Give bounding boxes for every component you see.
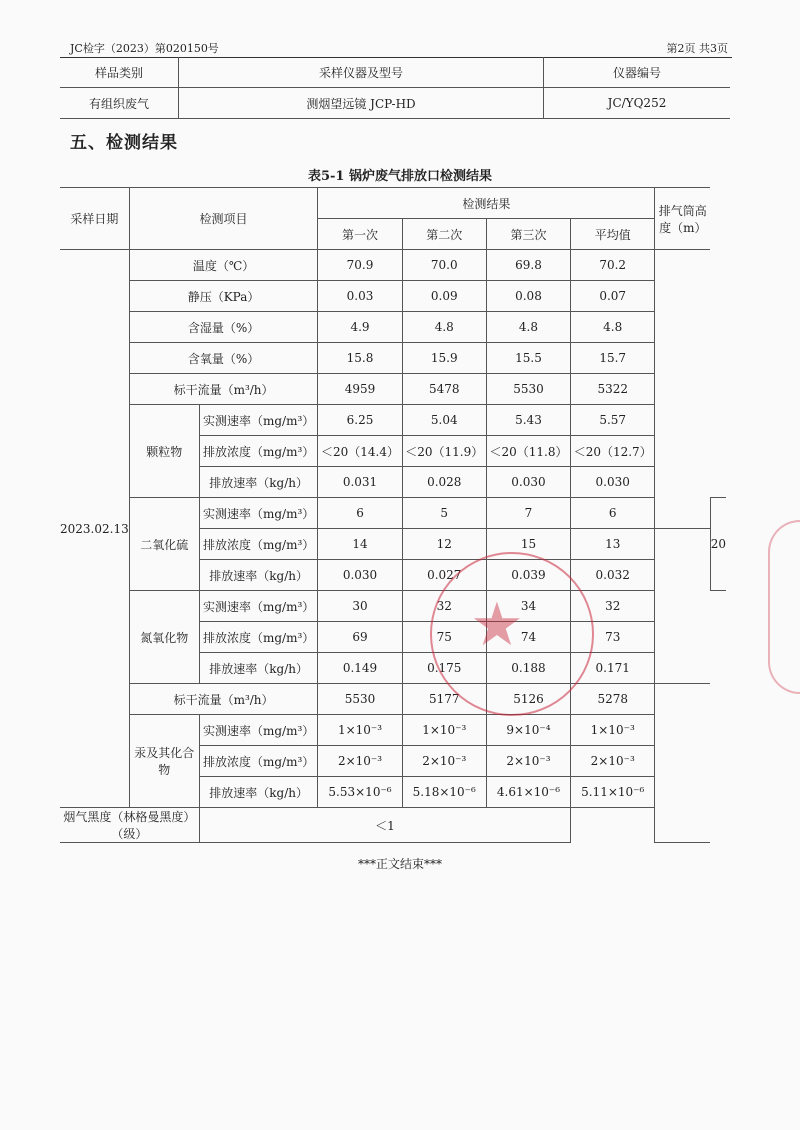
value-cell: 70.2 xyxy=(571,250,655,281)
header-run: 平均值 xyxy=(571,219,655,250)
smoke-value: ＜1 xyxy=(199,808,570,843)
value-cell: 69.8 xyxy=(486,250,570,281)
value-cell: 5.53×10⁻⁶ xyxy=(318,777,402,808)
sampling-date: 2023.02.13 xyxy=(60,250,129,808)
value-cell: 15.8 xyxy=(318,343,402,374)
table-row xyxy=(60,715,726,746)
info-number: JC/YQ252 xyxy=(544,88,731,119)
header-item: 检测项目 xyxy=(129,188,318,250)
value-cell: 0.171 xyxy=(571,653,655,684)
header-run: 第三次 xyxy=(486,219,570,250)
value-cell: 0.030 xyxy=(486,467,570,498)
table-row xyxy=(60,281,726,312)
header-results: 检测结果 xyxy=(318,188,655,219)
value-cell: 2×10⁻³ xyxy=(318,746,402,777)
item-label: 排放速率（kg/h） xyxy=(199,467,318,498)
value-cell: 4.8 xyxy=(571,312,655,343)
item-label: 实测速率（mg/m³） xyxy=(199,405,318,436)
value-cell: 5478 xyxy=(402,374,486,405)
value-cell: ＜20（14.4） xyxy=(318,436,402,467)
item-label: 排放浓度（mg/m³） xyxy=(199,622,318,653)
value-cell: 5177 xyxy=(402,684,486,715)
height-cell-bottom xyxy=(655,684,710,843)
value-cell: 7 xyxy=(486,498,570,529)
header-run: 第一次 xyxy=(318,219,402,250)
value-cell: 5.11×10⁻⁶ xyxy=(571,777,655,808)
value-cell: 0.039 xyxy=(486,560,570,591)
value-cell: 5.43 xyxy=(486,405,570,436)
value-cell: ＜20（11.8） xyxy=(486,436,570,467)
table-row xyxy=(60,374,726,405)
value-cell: 0.09 xyxy=(402,281,486,312)
item-label: 排放浓度（mg/m³） xyxy=(199,436,318,467)
report-number: JC检字（2023）第020150号 xyxy=(70,42,219,55)
value-cell: 0.07 xyxy=(571,281,655,312)
item-label: 静压（KPa） xyxy=(129,281,318,312)
value-cell: 4.61×10⁻⁶ xyxy=(486,777,570,808)
value-cell: ＜20（11.9） xyxy=(402,436,486,467)
pollutant-name: 氮氧化物 xyxy=(129,591,199,684)
value-cell: 6.25 xyxy=(318,405,402,436)
value-cell: 0.030 xyxy=(318,560,402,591)
info-header-category: 样品类别 xyxy=(60,57,179,88)
item-label: 含氧量（%） xyxy=(129,343,318,374)
value-cell: 14 xyxy=(318,529,402,560)
value-cell: 6 xyxy=(571,498,655,529)
value-cell: 12 xyxy=(402,529,486,560)
table-row xyxy=(60,343,726,374)
value-cell: 5322 xyxy=(571,374,655,405)
value-cell: 15 xyxy=(486,529,570,560)
value-cell: 0.032 xyxy=(571,560,655,591)
value-cell: 2×10⁻³ xyxy=(486,746,570,777)
value-cell: 2×10⁻³ xyxy=(571,746,655,777)
height-cell-top xyxy=(655,250,710,529)
value-cell: 15.5 xyxy=(486,343,570,374)
results-table xyxy=(60,187,726,843)
instrument-table xyxy=(60,57,730,119)
item-label: 排放速率（kg/h） xyxy=(199,560,318,591)
value-cell: 1×10⁻³ xyxy=(318,715,402,746)
header-run: 第二次 xyxy=(402,219,486,250)
value-cell: 2×10⁻³ xyxy=(402,746,486,777)
value-cell: 5.18×10⁻⁶ xyxy=(402,777,486,808)
value-cell: 5530 xyxy=(318,684,402,715)
item-label: 实测速率（mg/m³） xyxy=(199,591,318,622)
item-label: 烟气黑度（林格曼黑度）（级） xyxy=(60,808,199,843)
value-cell: 1×10⁻³ xyxy=(571,715,655,746)
value-cell: 15.9 xyxy=(402,343,486,374)
page-indicator: 第2页 共3页 xyxy=(666,42,728,55)
value-cell: 15.7 xyxy=(571,343,655,374)
value-cell: 70.0 xyxy=(402,250,486,281)
table-caption: 表5-1 锅炉废气排放口检测结果 xyxy=(307,169,492,184)
value-cell: 75 xyxy=(402,622,486,653)
end-of-text: ***正文结束*** xyxy=(357,857,442,871)
pollutant-name: 汞及其化合物 xyxy=(129,715,199,808)
value-cell: 5278 xyxy=(571,684,655,715)
value-cell: 0.031 xyxy=(318,467,402,498)
item-label: 排放速率（kg/h） xyxy=(199,777,318,808)
value-cell: 4.8 xyxy=(486,312,570,343)
value-cell: 73 xyxy=(571,622,655,653)
value-cell: 74 xyxy=(486,622,570,653)
seal-star-icon: ★ xyxy=(470,590,524,660)
table-row xyxy=(60,188,726,219)
value-cell: 13 xyxy=(571,529,655,560)
pollutant-name: 颗粒物 xyxy=(129,405,199,498)
value-cell: 0.027 xyxy=(402,560,486,591)
value-cell: 0.03 xyxy=(318,281,402,312)
stack-height: 20 xyxy=(710,498,726,591)
item-label: 含湿量（%） xyxy=(129,312,318,343)
value-cell: 70.9 xyxy=(318,250,402,281)
table-row xyxy=(60,808,726,843)
pollutant-name: 二氧化硫 xyxy=(129,498,199,591)
table-row xyxy=(60,591,726,622)
info-header-number: 仪器编号 xyxy=(544,57,731,88)
table-row xyxy=(60,312,726,343)
table-row xyxy=(60,498,726,529)
header-height: 排气筒高度（m） xyxy=(655,188,710,250)
value-cell: 6 xyxy=(318,498,402,529)
item-label: 排放速率（kg/h） xyxy=(199,653,318,684)
item-label: 标干流量（m³/h） xyxy=(129,374,318,405)
value-cell: 4.9 xyxy=(318,312,402,343)
value-cell: 69 xyxy=(318,622,402,653)
item-label: 排放浓度（mg/m³） xyxy=(199,529,318,560)
section-title: 五、检测结果 xyxy=(70,133,178,153)
item-label: 排放浓度（mg/m³） xyxy=(199,746,318,777)
value-cell: 5126 xyxy=(486,684,570,715)
edge-seal-mark xyxy=(768,520,800,694)
value-cell: 5 xyxy=(402,498,486,529)
info-header-instrument: 采样仪器及型号 xyxy=(179,57,544,88)
value-cell: 32 xyxy=(571,591,655,622)
item-label: 标干流量（m³/h） xyxy=(129,684,318,715)
item-label: 温度（℃） xyxy=(129,250,318,281)
item-label: 实测速率（mg/m³） xyxy=(199,715,318,746)
value-cell: 1×10⁻³ xyxy=(402,715,486,746)
header-date: 采样日期 xyxy=(60,188,129,250)
value-cell: 5.04 xyxy=(402,405,486,436)
table-row xyxy=(60,405,726,436)
info-category: 有组织废气 xyxy=(60,88,179,119)
info-instrument: 测烟望远镜 JCP-HD xyxy=(179,88,544,119)
value-cell: 30 xyxy=(318,591,402,622)
value-cell: 0.028 xyxy=(402,467,486,498)
item-label: 实测速率（mg/m³） xyxy=(199,498,318,529)
value-cell: 0.175 xyxy=(402,653,486,684)
value-cell: 0.188 xyxy=(486,653,570,684)
value-cell: 5530 xyxy=(486,374,570,405)
value-cell: 0.08 xyxy=(486,281,570,312)
value-cell: 4959 xyxy=(318,374,402,405)
table-row xyxy=(60,250,726,281)
table-row xyxy=(60,684,726,715)
value-cell: 4.8 xyxy=(402,312,486,343)
value-cell: 0.030 xyxy=(571,467,655,498)
value-cell: 0.149 xyxy=(318,653,402,684)
value-cell: 9×10⁻⁴ xyxy=(486,715,570,746)
value-cell: 5.57 xyxy=(571,405,655,436)
value-cell: 32 xyxy=(402,591,486,622)
value-cell: 34 xyxy=(486,591,570,622)
value-cell: ＜20（12.7） xyxy=(571,436,655,467)
